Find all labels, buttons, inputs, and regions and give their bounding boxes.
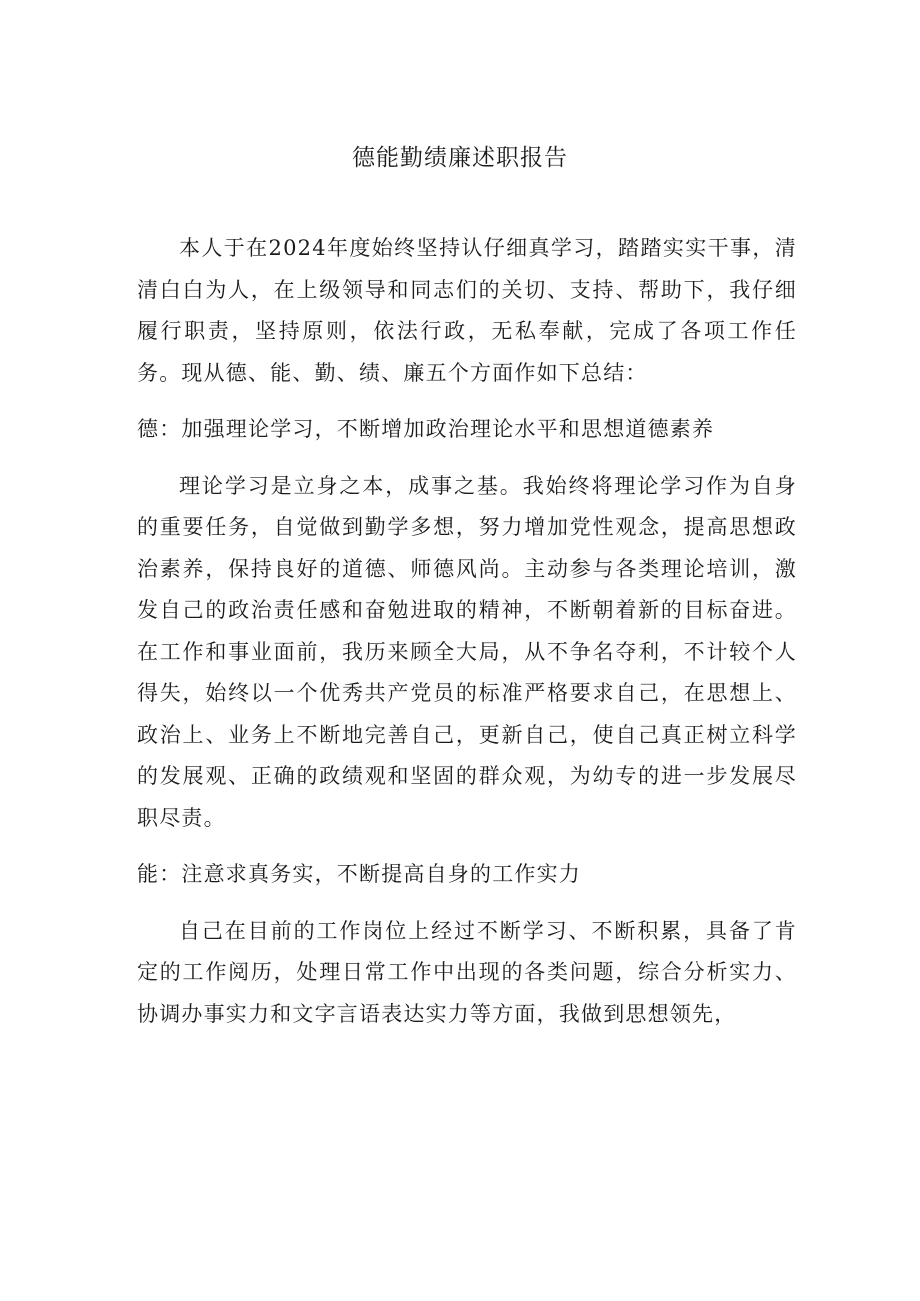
section-heading-de: 德：加强理论学习，不断增加政治理论水平和思想道德素养 [137,417,715,441]
section-heading-neng: 能：注意求真务实，不断提高自身的工作实力 [137,862,581,886]
document-body [137,228,797,1035]
section-body-neng: 自己在目前的工作岗位上经过不断学习、不断积累，具备了肯定的工作阅历，处理日常工作中出现的各类问题，综合分析实力、协调办事实力和文字言语表达实力等方面，我做到思想领先， [137,918,797,1026]
intro-paragraph: 本人于在2024年度始终坚持认仔细真学习，踏踏实实干事，清清白白为人，在上级领导和同志们的关切、支持、帮助下，我仔细履行职责，坚持原则，依法行政，无私奉献，完成了各项工作任务。现从德、能、勤、绩、廉五个方面作如下总结： [137,236,797,385]
section-body-de: 理论学习是立身之本，成事之基。我始终将理论学习作为自身的重要任务，自觉做到勤学多想，努力增加党性观念，提高思想政治素养，保持良好的道德、师德风尚。主动参与各类理论培训，激发自己的政治责任感和奋勉进取的精神，不断朝着新的目标奋进。在工作和事业面前，我历来顾全大局，从不争名夺利，不计较个人得失，始终以一个优秀共产党员的标准严格要求自己，在思想上、政治上、业务上不断地完善自己，更新自己，使自己真正树立科学的发展观、正确的政绩观和坚固的群众观，为幼专的进一步发展尽职尽责。 [137,473,797,830]
document-title: 德能勤绩廉述职报告 [352,145,568,171]
